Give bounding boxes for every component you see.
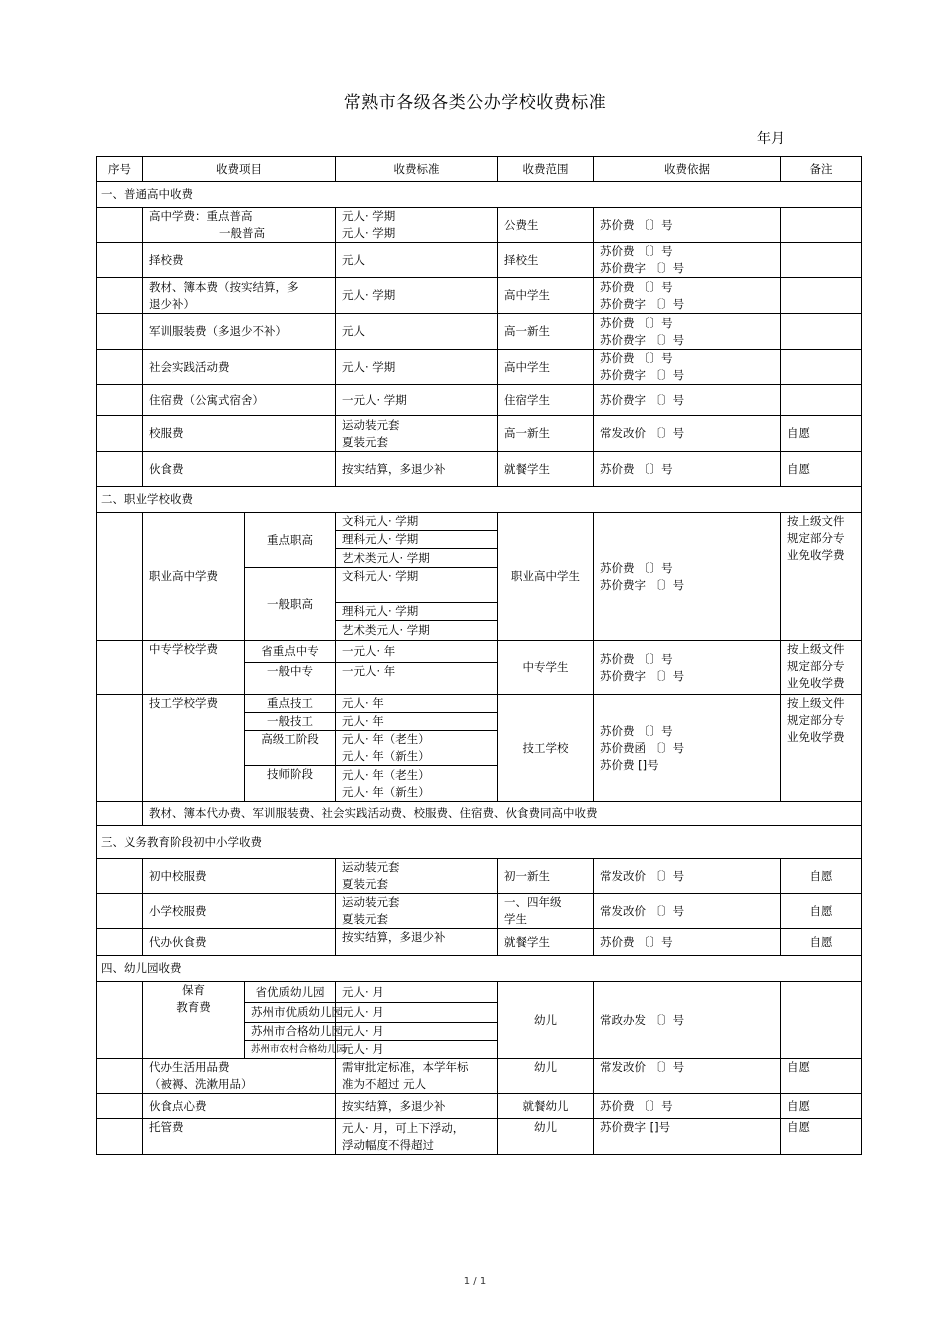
basis-cell: 苏价费 〔〕号: [594, 1094, 781, 1119]
table-row: [97, 243, 862, 278]
scope-cell: 高一新生: [498, 314, 594, 350]
page-title: 常熟市各级各类公办学校收费标准: [343, 93, 607, 113]
table-row: [97, 641, 862, 663]
page-number: 1 / 1: [463, 1276, 487, 1287]
note-cell: 按上级文件 规定部分专 业免收学费: [781, 641, 862, 695]
standard-cell: 元人: [336, 243, 498, 278]
item-cell: 代办伙食费: [143, 929, 336, 956]
standard-cell: 需审批定标准，本学年标 准为不超过 元人: [336, 1059, 498, 1094]
item-cell: 住宿费（公寓式宿舍）: [143, 385, 336, 416]
table-row: [97, 350, 862, 385]
scope-cell: 幼儿: [498, 1119, 594, 1155]
scope-cell: 就餐幼儿: [498, 1094, 594, 1119]
basis-cell: 苏价费 〔〕号: [594, 452, 781, 487]
standard-cell: 按实结算，多退少补: [336, 929, 498, 956]
scope-cell: 一、四年级 学生: [498, 894, 594, 929]
note-cell: 自愿: [781, 1094, 862, 1119]
scope-cell: 幼儿: [498, 1059, 594, 1094]
item-cell: 小学校服费: [143, 894, 336, 929]
table-row: [97, 695, 862, 713]
standard-cell: 运动装元套 夏装元套: [336, 416, 498, 452]
scope-cell: 高中学生: [498, 350, 594, 385]
table-row: [97, 1059, 862, 1094]
standard-cell: 元人· 月: [336, 1023, 498, 1041]
item-cell: 伙食费: [143, 452, 336, 487]
subitem-cell: 一般中专: [245, 663, 336, 695]
scope-cell: 高一新生: [498, 416, 594, 452]
basis-cell: 苏价费 〔〕号 苏价费字 〔〕号: [594, 278, 781, 314]
subitem-cell: 省优质幼儿园: [245, 982, 336, 1003]
item-cell: 托管费: [143, 1119, 336, 1155]
standard-cell: 文科元人· 学期: [336, 568, 498, 603]
standard-cell: 一元人· 年: [336, 663, 498, 695]
table-row: [97, 513, 862, 531]
note-cell: 按上级文件 规定部分专 业免收学费: [781, 695, 862, 802]
note-cell: 自愿: [781, 416, 862, 452]
subitem-cell: 高级工阶段: [245, 731, 336, 766]
standard-cell: 一元人· 年: [336, 641, 498, 663]
scope-cell: 住宿学生: [498, 385, 594, 416]
subitem-cell: 苏州市农村合格幼儿园: [245, 1041, 336, 1059]
item-cell: 中专学校学费: [143, 641, 245, 695]
standard-cell: 元人· 月: [336, 1041, 498, 1059]
header-basis: 收费依据: [594, 157, 781, 182]
scope-cell: 就餐学生: [498, 929, 594, 956]
note-cell: 按上级文件 规定部分专 业免收学费: [781, 513, 862, 641]
scope-cell: 就餐学生: [498, 452, 594, 487]
item-cell: 社会实践活动费: [143, 350, 336, 385]
scope-cell: 技工学校: [498, 695, 594, 802]
subitem-cell: 技师阶段: [245, 766, 336, 802]
standard-cell: 按实结算，多退少补: [336, 1094, 498, 1119]
table-row: [97, 802, 862, 826]
item-cell: 择校费: [143, 243, 336, 278]
item-cell: 高中学费：重点普高 一般普高: [143, 208, 336, 243]
standard-cell: 按实结算，多退少补: [336, 452, 498, 487]
basis-cell: 苏价费 〔〕号 苏价费字 〔〕号: [594, 243, 781, 278]
subitem-cell: 一般技工: [245, 713, 336, 731]
subitem-cell: 省重点中专: [245, 641, 336, 663]
note-cell: 自愿: [781, 894, 862, 929]
item-cell: 代办生活用品费 （被褥、洗漱用品）: [143, 1059, 336, 1094]
subitem-cell: 重点职高: [245, 513, 336, 568]
basis-cell: 苏价费 〔〕号 苏价费字 〔〕号: [594, 641, 781, 695]
standard-cell: 元人· 月: [336, 982, 498, 1003]
section-title: 三、义务教育阶段初中小学收费: [97, 826, 862, 859]
section-title: 一、普通高中收费: [97, 182, 862, 208]
note-cell: 自愿: [781, 859, 862, 894]
note-cell: 自愿: [781, 1059, 862, 1094]
standard-cell: 元人: [336, 314, 498, 350]
table-row: [97, 416, 862, 452]
section-title: 四、幼儿园收费: [97, 956, 862, 982]
subitem-cell: 苏州市优质幼儿园: [245, 1003, 336, 1023]
subitem-cell: 一般职高: [245, 568, 336, 641]
standard-cell: 元人· 月，可上下浮动， 浮动幅度不得超过: [336, 1119, 498, 1155]
table-row: [97, 859, 862, 894]
table-header: [97, 157, 862, 182]
basis-cell: 常发改价 〔〕号: [594, 416, 781, 452]
standard-cell: 元人· 年（老生） 元人· 年（新生）: [336, 731, 498, 766]
basis-cell: 苏价费 〔〕号 苏价费字 〔〕号: [594, 513, 781, 641]
item-cell: 军训服装费（多退少不补）: [143, 314, 336, 350]
basis-cell: 常发改价 〔〕号: [594, 894, 781, 929]
table-row: [97, 208, 862, 243]
table-row: [97, 314, 862, 350]
scope-cell: 公费生: [498, 208, 594, 243]
fee-table: [96, 156, 862, 1155]
scope-cell: 初一新生: [498, 859, 594, 894]
scope-cell: 中专学生: [498, 641, 594, 695]
standard-cell: 一元人· 学期: [336, 385, 498, 416]
section-row: [97, 487, 862, 513]
section-title: 二、职业学校收费: [97, 487, 862, 513]
note-cell: 自愿: [781, 452, 862, 487]
header-note: 备注: [781, 157, 862, 182]
item-cell: 保育 教育费: [143, 982, 245, 1059]
basis-cell: 苏价费 〔〕号 苏价费函 〔〕号 苏价费 []号: [594, 695, 781, 802]
section-row: [97, 826, 862, 859]
table-row: [97, 385, 862, 416]
subitem-cell: 重点技工: [245, 695, 336, 713]
item-cell: 技工学校学费: [143, 695, 245, 802]
basis-cell: 常发改价 〔〕号: [594, 859, 781, 894]
table-row: [97, 278, 862, 314]
scope-cell: 择校生: [498, 243, 594, 278]
standard-cell: 元人· 年: [336, 713, 498, 731]
table-row: [97, 929, 862, 956]
item-cell: 初中校服费: [143, 859, 336, 894]
scope-cell: 高中学生: [498, 278, 594, 314]
basis-cell: 常发改价 〔〕号: [594, 1059, 781, 1094]
scope-cell: 职业高中学生: [498, 513, 594, 641]
scope-cell: 幼儿: [498, 982, 594, 1059]
basis-cell: 苏价费字 〔〕号: [594, 385, 781, 416]
table-row: [97, 894, 862, 929]
table-row: [97, 1119, 862, 1155]
item-cell: 伙食点心费: [143, 1094, 336, 1119]
note-cell: 自愿: [781, 929, 862, 956]
standard-cell: 元人· 学期: [336, 278, 498, 314]
standard-cell: 运动装元套 夏装元套: [336, 894, 498, 929]
standard-cell: 元人· 学期: [336, 350, 498, 385]
standard-cell: 艺术类元人· 学期: [336, 621, 498, 641]
table-row: [97, 1094, 862, 1119]
standard-cell: 文科元人· 学期: [336, 513, 498, 531]
basis-cell: 苏价费 〔〕号 苏价费字 〔〕号: [594, 350, 781, 385]
standard-cell: 元人· 月: [336, 1003, 498, 1023]
subitem-cell: 苏州市合格幼儿园: [245, 1023, 336, 1041]
header-scope: 收费范围: [498, 157, 594, 182]
standard-cell: 元人· 年（老生） 元人· 年（新生）: [336, 766, 498, 802]
standard-cell: 理科元人· 学期: [336, 603, 498, 621]
standard-cell: 理科元人· 学期: [336, 531, 498, 549]
item-cell: 校服费: [143, 416, 336, 452]
table-row: [97, 452, 862, 487]
note-cell: 自愿: [781, 1119, 862, 1155]
basis-cell: 苏价费字 []号: [594, 1119, 781, 1155]
section-row: [97, 182, 862, 208]
standard-cell: 运动装元套 夏装元套: [336, 859, 498, 894]
header-seq: 序号: [97, 157, 143, 182]
standard-cell: 艺术类元人· 学期: [336, 549, 498, 568]
standard-cell: 元人· 年: [336, 695, 498, 713]
item-cell: 教材、簿本费（按实结算，多 退少补）: [143, 278, 336, 314]
basis-cell: 苏价费 〔〕号 苏价费字 〔〕号: [594, 314, 781, 350]
header-item: 收费项目: [143, 157, 336, 182]
date-label: 年月: [757, 131, 785, 147]
other-fees-note: 教材、簿本代办费、军训服装费、社会实践活动费、校服费、住宿费、伙食费同高中收费: [143, 802, 862, 826]
table-row: [97, 982, 862, 1003]
basis-cell: 苏价费 〔〕号: [594, 929, 781, 956]
header-standard: 收费标准: [336, 157, 498, 182]
item-cell: 职业高中学费: [143, 513, 245, 641]
section-row: [97, 956, 862, 982]
basis-cell: 苏价费 〔〕号: [594, 208, 781, 243]
standard-cell: 元人· 学期 元人· 学期: [336, 208, 498, 243]
basis-cell: 常政办发 〔〕号: [594, 982, 781, 1059]
